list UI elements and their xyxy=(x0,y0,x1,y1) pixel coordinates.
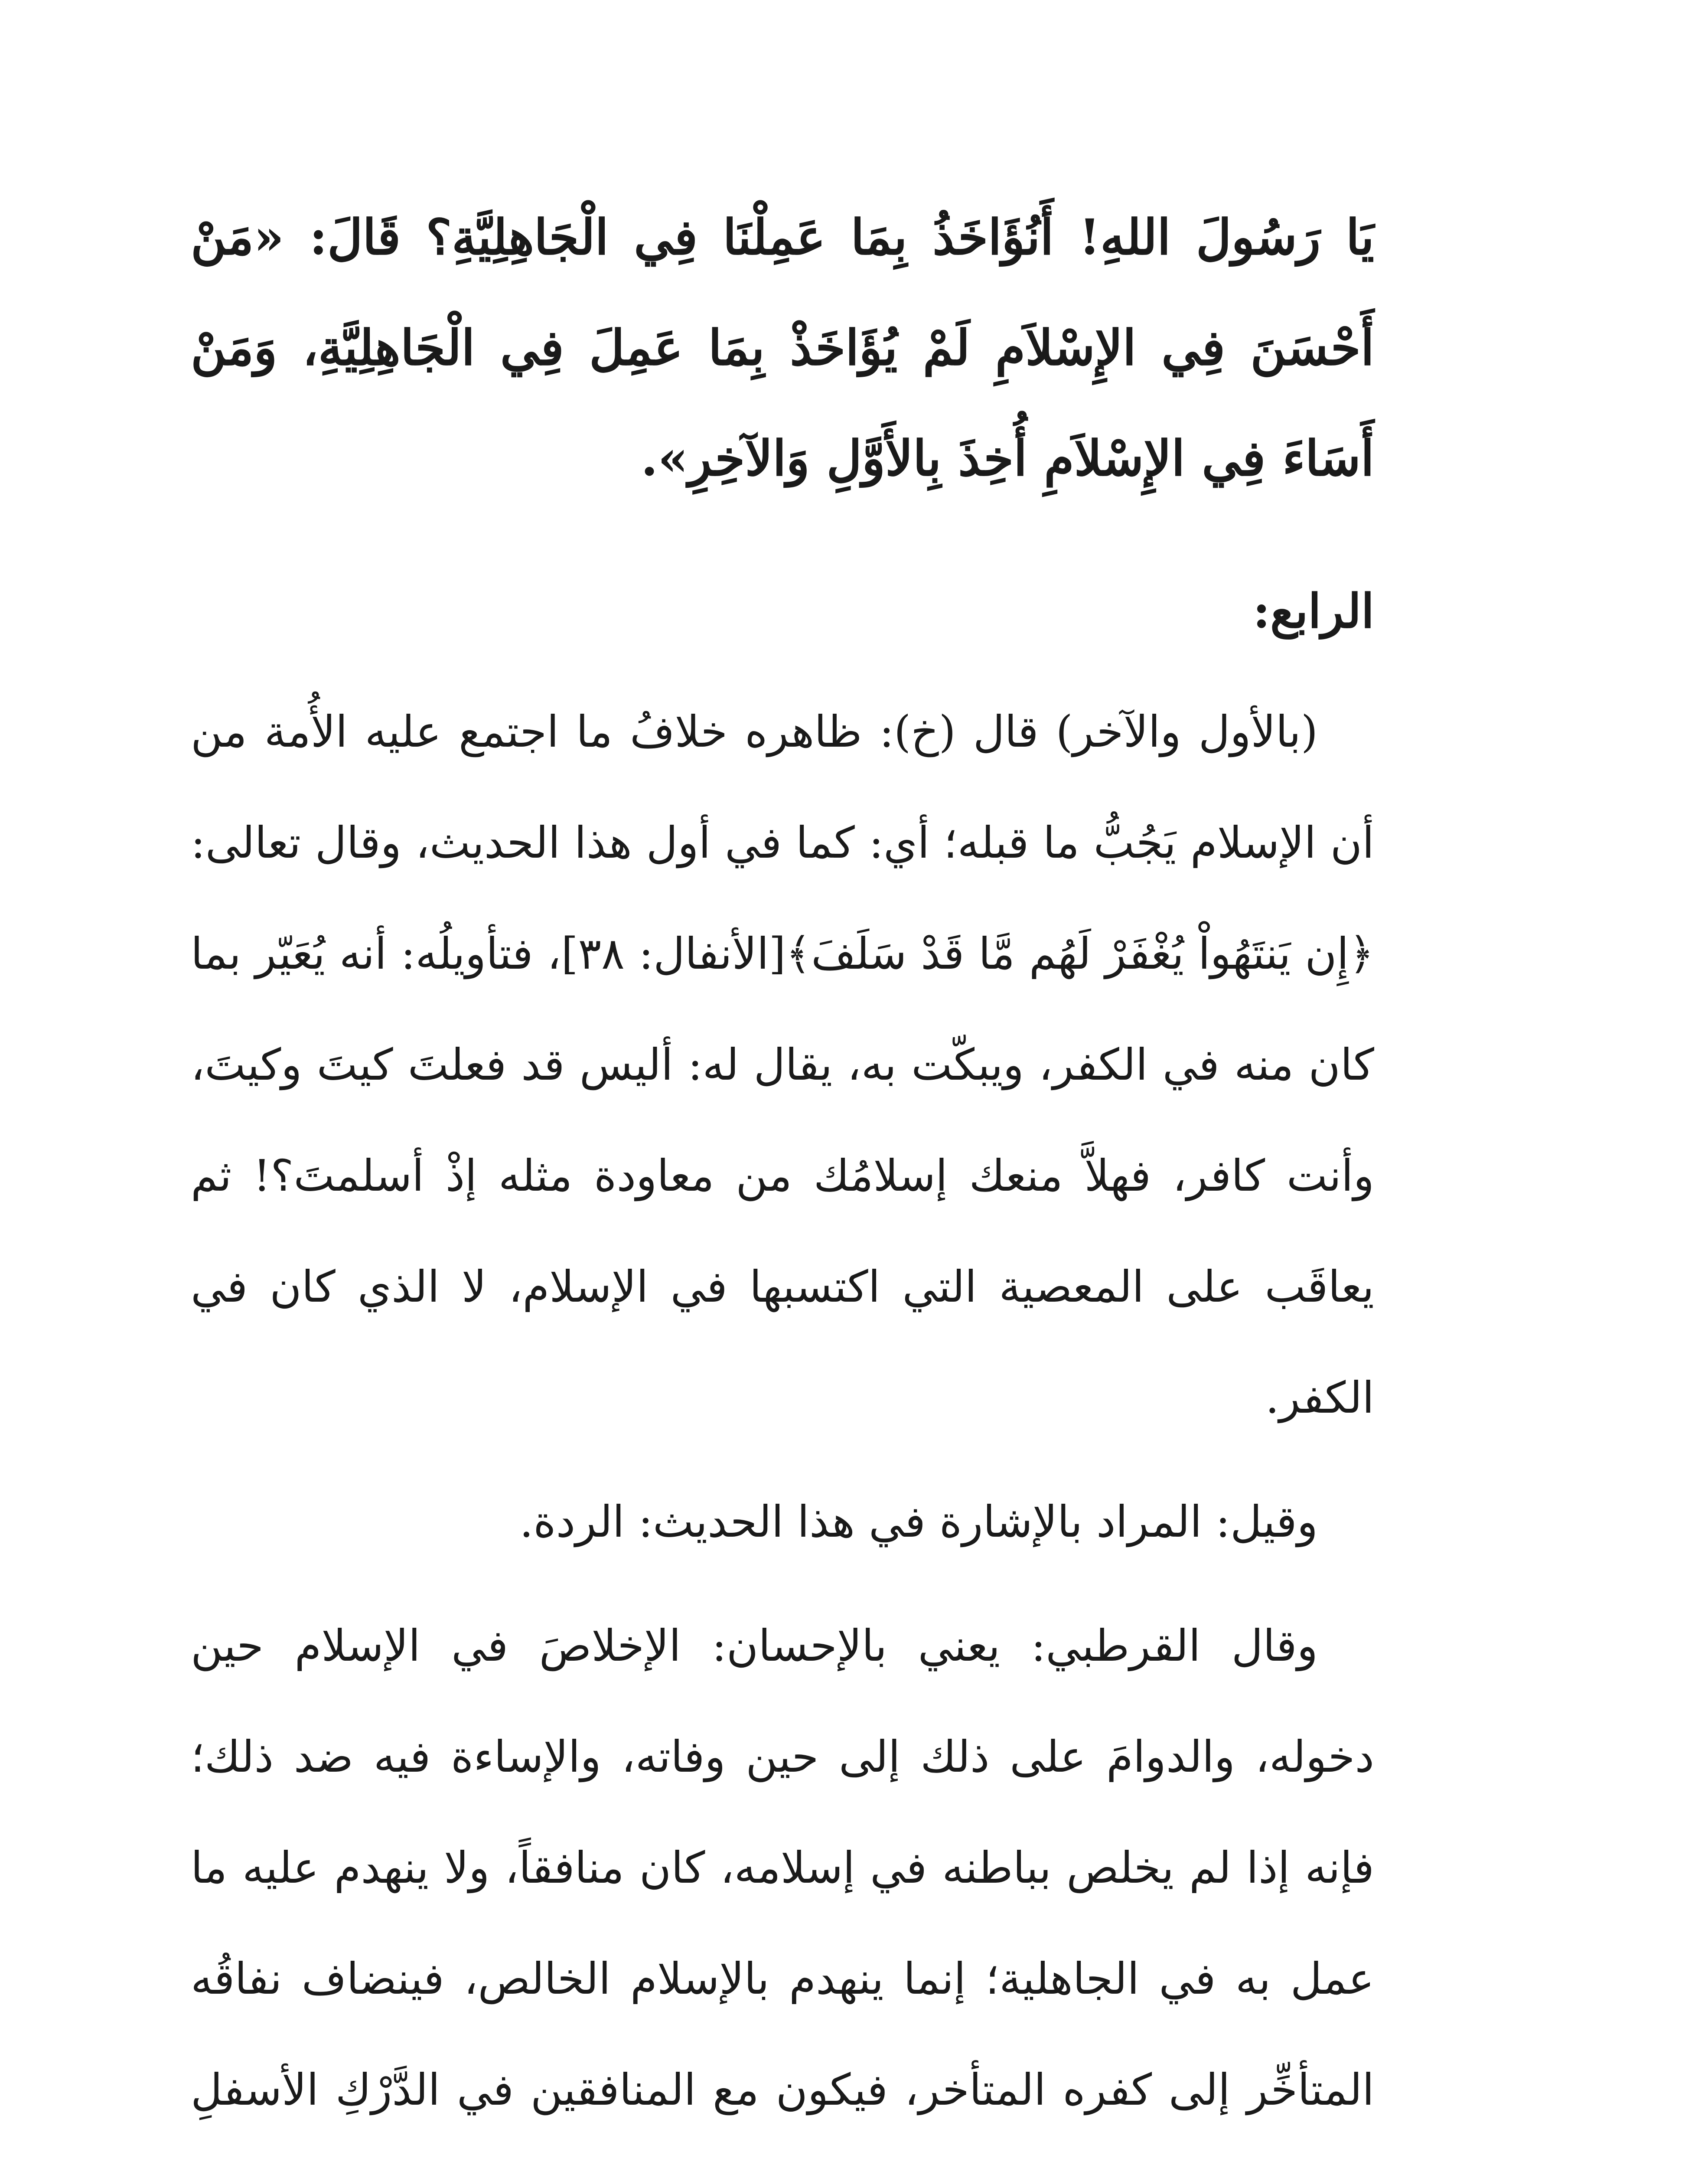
paragraph-2: وقيل: المراد بالإشارة في هذا الحديث: الردة. xyxy=(519,1496,1318,1547)
commentary-body xyxy=(191,676,1374,2168)
section-heading: الرابع: xyxy=(1253,584,1374,639)
paragraph-1: (بالأول والآخر) قال (خ): ظاهره خلافُ ما اجتمع عليه الأُمة من أن الإسلام يَجُبُّ ما قبله؛ أي: كما في أول هذا الحديث، وقال تعالى: ﴿إِن يَنتَهُواْ يُغْفَرْ لَهُم مَّا قَدْ سَلَفَ﴾[الأنفال: ٣٨]، فتأويلُه: أنه يُعَيّر بما كان منه في الكفر، ويبكّت به، يقال له: أليس قد فعلتَ كيتَ وكيتَ، وأنت كافر، فهلاَّ منعك إسلامُك من معاودة مثله إذْ أسلمتَ؟! ثم يعاقَب على المعصية التي اكتسبها في الإسلام، لا الذي كان في الكفر. xyxy=(191,706,1375,1423)
hadith-quote: يَا رَسُولَ اللهِ! أَنُؤَاخَذُ بِمَا عَمِلْنَا فِي الْجَاهِلِيَّةِ؟ قَالَ: «مَنْ أَحْسَنَ فِي الإِسْلاَمِ لَمْ يُؤَاخَذْ بِمَا عَمِلَ فِي الْجَاهِلِيَّةِ، وَمَنْ أَسَاءَ فِي الإِسْلاَمِ أُخِذَ بِالأَوَّلِ وَالآخِرِ». xyxy=(191,209,1375,487)
paragraph-3: وقال القرطبي: يعني بالإحسان: الإخلاصَ في الإسلام حين دخوله، والدوامَ على ذلك إلى حين وفاته، والإساءة فيه ضد ذلك؛ فإنه إذا لم يخلص بباطنه في إسلامه، كان منافقاً، ولا ينهدم عليه ما عمل به في الجاهلية؛ إنما ينهدم بالإسلام الخالص، فينضاف نفاقُه المتأخِّر إلى كفره المتأخر، فيكون مع المنافقين في الدَّرْكِ الأسفلِ xyxy=(191,1620,1374,2115)
